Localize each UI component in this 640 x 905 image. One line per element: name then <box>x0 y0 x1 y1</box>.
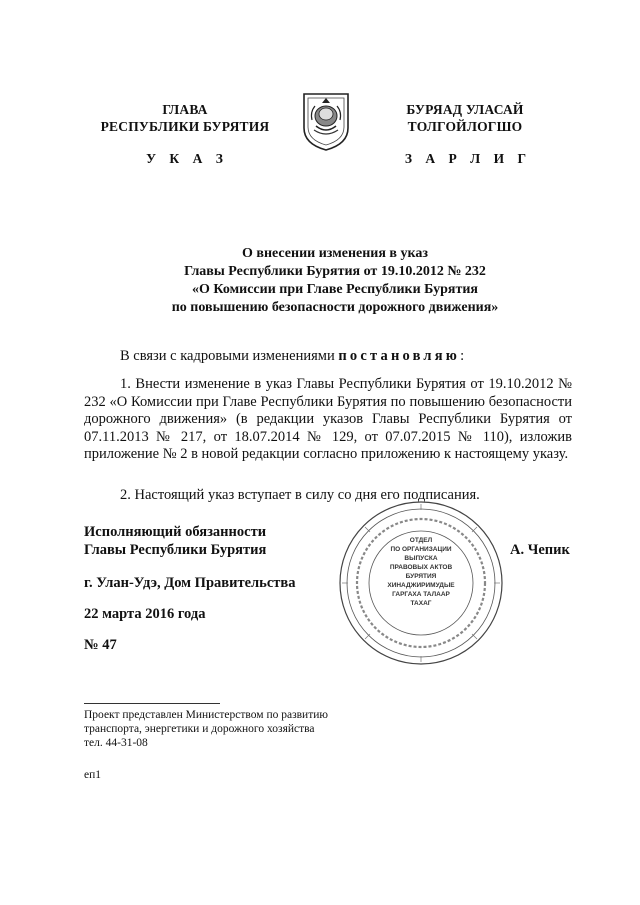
coat-of-arms-emblem <box>300 90 352 152</box>
item2-paragraph: 2. Настоящий указ вступает в силу со дня его подписания. <box>120 487 480 503</box>
decree-title <box>100 245 570 317</box>
seal-line6: ХИНАДЖИРИМУДЫЕ <box>387 582 455 589</box>
footer-divider <box>84 703 220 704</box>
seal-line5: БУРЯТИЯ <box>405 573 437 580</box>
signatory-position <box>84 523 344 559</box>
seal-line8: ТАХАГ <box>410 600 432 607</box>
seal-line1: ОТДЕЛ <box>409 537 433 544</box>
seal-line2: ПО ОРГАНИЗАЦИИ <box>390 546 452 553</box>
intro-emphasis: постановляю <box>338 348 461 364</box>
title-line2: Главы Республики Бурятия от 19.10.2012 № 232 <box>184 264 486 279</box>
position-line2: Главы Республики Бурятия <box>84 542 267 558</box>
intro-paragraph <box>120 348 590 366</box>
doc-type-right: З А Р Л И Г <box>404 151 532 166</box>
header-right-line1: БУРЯАД УЛАСАЙ <box>406 102 524 117</box>
title-line1: О внесении изменения в указ <box>242 246 428 261</box>
signing-date: 22 марта 2016 года <box>84 606 206 622</box>
seal-center-text <box>376 536 466 608</box>
signatory-name: А. Чепик <box>510 542 570 558</box>
intro-text: В связи с кадровыми изменениями <box>120 348 339 364</box>
seal-line7: ГАРГАХА ТАЛААР <box>392 591 450 598</box>
decree-number: № 47 <box>84 637 117 653</box>
seal-line3: ВЫПУСКА <box>404 555 438 562</box>
seal-line4: ПРАВОВЫХ АКТОВ <box>389 564 453 571</box>
position-line1: Исполняющий обязанности <box>84 524 267 540</box>
footer-code: еп1 <box>84 769 102 781</box>
header-left-line1: ГЛАВА <box>162 102 208 117</box>
header-left-line2: РЕСПУБЛИКИ БУРЯТИЯ <box>100 119 270 134</box>
footer-note <box>84 708 404 750</box>
item1-paragraph: 1. Внести изменение в указ Главы Республики Бурятия от 19.10.2012 № 232 «О Комиссии при Главе Республики Бурятия по повышению безопасности дорожного движения» (в редакции указов Главы Республики Бурятия от 07.11.2013 № 217, от 18.07.2014 № 129, от 07.07.2015 № 110), изложив приложение № 2 в новой редакции согласно приложению к настоящему указу. <box>84 376 572 462</box>
footer-line2: транспорта, энергетики и дорожного хозяйства <box>84 723 315 735</box>
title-line4: по повышению безопасности дорожного движения» <box>171 300 499 315</box>
doc-type-left: У К А З <box>146 151 228 166</box>
signing-place: г. Улан-Удэ, Дом Правительства <box>84 575 296 591</box>
footer-line3: тел. 44-31-08 <box>84 737 148 749</box>
header-right-line2: ТОЛГОЙЛОГШО <box>407 119 523 134</box>
intro-end: : <box>460 348 465 364</box>
header-right-title <box>350 101 580 135</box>
header-left-title <box>70 101 300 135</box>
title-line3: «О Комиссии при Главе Республики Бурятия <box>192 282 478 297</box>
footer-line1: Проект представлен Министерством по развитию <box>84 709 328 721</box>
